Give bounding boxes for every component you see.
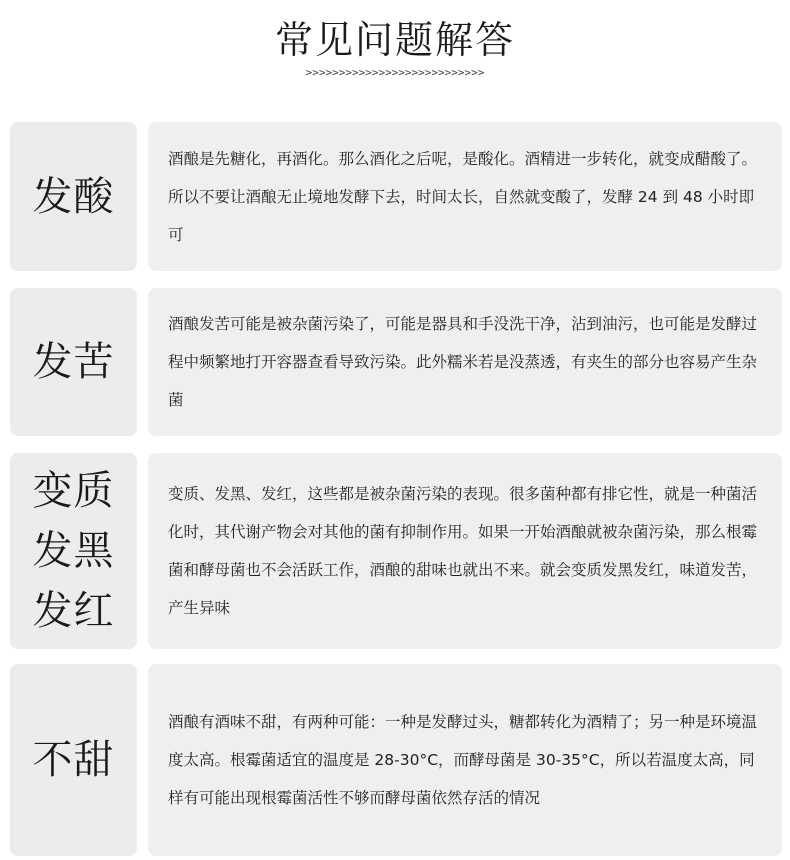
title-divider: >>>>>>>>>>>>>>>>>>>>>>>>>>> bbox=[305, 66, 485, 79]
faq-label-line-3: 发红 bbox=[32, 588, 115, 634]
faq-label-box bbox=[10, 288, 137, 436]
faq-label-box bbox=[10, 122, 137, 271]
faq-answer-box bbox=[148, 664, 782, 856]
faq-answer-box bbox=[148, 288, 782, 436]
faq-answer-text: 酒酿是先糖化，再酒化。那么酒化之后呢，是酸化。酒精进一步转化，就变成醋酸了。所以不要让酒酿无止境地发酵下去，时间太长，自然就变酸了，发酵 24 到 48 小时即可 bbox=[168, 149, 758, 244]
page-title: 常见问题解答 bbox=[274, 18, 515, 62]
faq-answer-text: 酒酿有酒味不甜，有两种可能：一种是发酵过头，糖都转化为酒精了；另一种是环境温度太高。根霉菌适宜的温度是 28-30°C，而酵母菌是 30-35°C，所以若温度太高，同样有可能出现根霉菌活性不够而酵母菌依然存活的情况 bbox=[168, 713, 758, 807]
faq-label-line-2: 发黑 bbox=[32, 528, 115, 574]
faq-label: 不甜 bbox=[32, 737, 115, 783]
faq-answer-text: 变质、发黑、发红，这些都是被杂菌污染的表现。很多菌种都有排它性，就是一种菌活化时，其代谢产物会对其他的菌有抑制作用。如果一开始酒酿就被杂菌污染，那么根霉菌和酵母菌也不会活跃工作，酒酿的甜味也就出不来。就会变质发黑发红，味道发苦，产生异味 bbox=[168, 485, 758, 617]
faq-answer-box bbox=[148, 453, 782, 649]
faq-label-line-1: 变质 bbox=[32, 468, 115, 514]
faq-label: 发苦 bbox=[32, 339, 115, 385]
faq-label-box bbox=[10, 453, 137, 649]
faq-answer-box bbox=[148, 122, 782, 271]
faq-answer-text: 酒酿发苦可能是被杂菌污染了，可能是器具和手没洗干净，沾到油污，也可能是发酵过程中频繁地打开容器查看导致污染。此外糯米若是没蒸透，有夹生的部分也容易产生杂菌 bbox=[168, 315, 758, 409]
faq-label: 发酸 bbox=[32, 173, 115, 220]
faq-label-box bbox=[10, 664, 137, 856]
